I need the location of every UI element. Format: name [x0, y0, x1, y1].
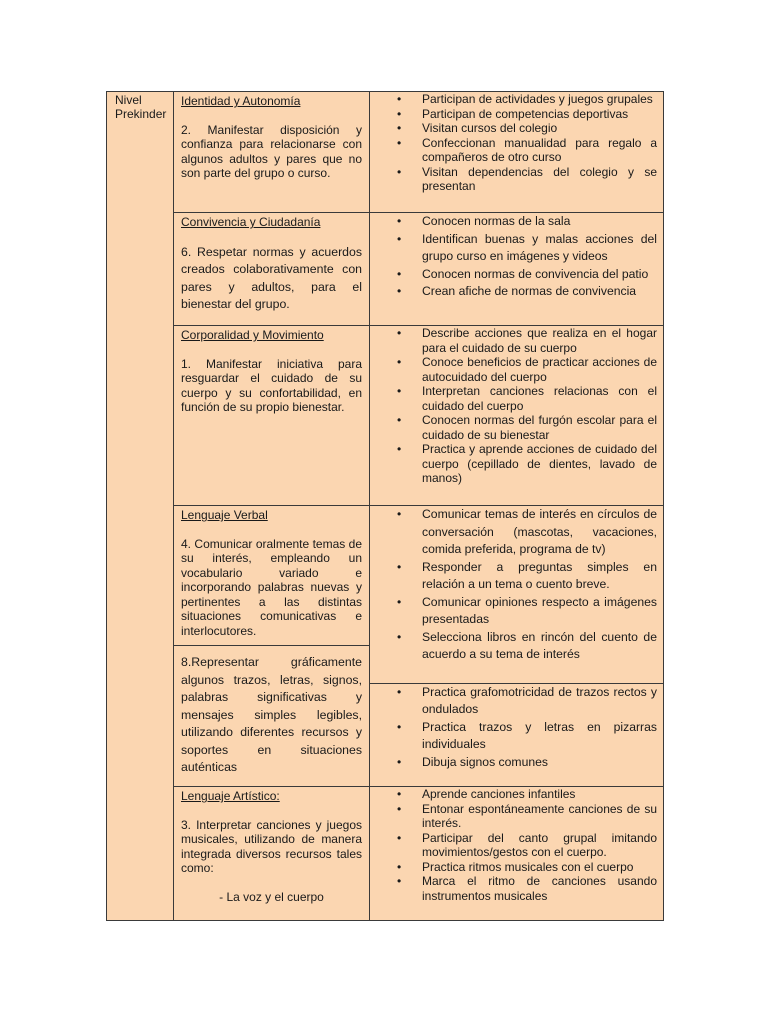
- objective-subitem: - La voz y el cuerpo: [219, 889, 324, 904]
- list-item: • Participan de competencias deportivas: [422, 107, 657, 122]
- list-item: • Comunicar opiniones respecto a imágenes presentadas: [422, 594, 657, 629]
- activities-cell: [370, 92, 664, 213]
- list-item: • Selecciona libros en rincón del cuento de acuerdo a su tema de interés: [422, 629, 657, 664]
- objective-text: 2. Manifestar disposición y confianza para relacionarse con algunos adultos y pares que no son parte del grupo o curso.: [181, 122, 362, 180]
- section-title: Identidad y Autonomía: [181, 94, 301, 108]
- planning-table: [106, 91, 664, 921]
- section-title: Corporalidad y Movimiento: [181, 328, 324, 342]
- list-item: • Crean afiche de normas de convivencia: [422, 283, 657, 301]
- list-item: • Responder a preguntas simples en relación a un tema o cuento breve.: [422, 559, 657, 594]
- list-item: • Conoce beneficios de practicar acciones de autocuidado del cuerpo: [422, 355, 657, 384]
- objective-text: 3. Interpretar canciones y juegos musicales, utilizando de manera integrada diversos recursos tales como:: [181, 817, 362, 875]
- activities-list-2: [370, 684, 663, 772]
- objective-text: 6. Respetar normas y acuerdos creados colaborativamente con pares y adultos, para el bienestar del grupo.: [181, 244, 362, 311]
- section-cell: [174, 326, 370, 506]
- activities-cell: [370, 213, 664, 326]
- list-item: • Aprende canciones infantiles: [422, 787, 657, 802]
- list-item: • Participan de actividades y juegos grupales: [422, 92, 657, 107]
- level-cell: Nivel Prekinder: [107, 92, 174, 921]
- section-cell: [174, 506, 370, 787]
- activities-cell: [370, 506, 664, 787]
- activities-cell: [370, 787, 664, 921]
- activities-list: [370, 506, 663, 664]
- table-row: [107, 326, 664, 506]
- list-item: • Describe acciones que realiza en el hogar para el cuidado de su cuerpo: [422, 326, 657, 355]
- list-item: • Practica grafomotricidad de trazos rectos y ondulados: [422, 684, 657, 719]
- section-cell: [174, 213, 370, 326]
- section-cell: [174, 92, 370, 213]
- activities-list: [370, 213, 663, 301]
- list-item: • Conocen normas de convivencia del patio: [422, 266, 657, 284]
- list-item: • Practica ritmos musicales con el cuerpo: [422, 860, 657, 875]
- section-title: Lenguaje Verbal: [181, 508, 268, 522]
- list-item: • Conocen normas del furgón escolar para el cuidado de su bienestar: [422, 413, 657, 442]
- section-title: Convivencia y Ciudadanía: [181, 215, 321, 229]
- objective-text-2: 8.Representar gráficamente algunos trazos, letras, signos, palabras significativas y mensajes simples legibles, utilizando diferentes recursos y soportes en situaciones auténticas: [181, 655, 362, 774]
- activities-list: [370, 92, 663, 194]
- objective-text: 4. Comunicar oralmente temas de su interés, empleando un vocabulario variado e incorporando palabras nuevas y pertinentes a las distintas situaciones comunicativas e interlocutores.: [181, 536, 362, 638]
- list-item: • Entonar espontáneamente canciones de su interés.: [422, 802, 657, 831]
- list-item: • Marca el ritmo de canciones usando instrumentos musicales: [422, 874, 657, 903]
- list-item: • Participar del canto grupal imitando movimientos/gestos con el cuerpo.: [422, 831, 657, 860]
- table-row: [107, 787, 664, 921]
- list-item: • Visitan dependencias del colegio y se presentan: [422, 165, 657, 194]
- list-item: • Identifican buenas y malas acciones del grupo curso en imágenes y videos: [422, 231, 657, 266]
- list-item: • Dibuja signos comunes: [422, 754, 657, 772]
- list-item: • Conocen normas de la sala: [422, 213, 657, 231]
- table-row: [107, 92, 664, 213]
- activities-list: [370, 326, 663, 486]
- table-row: [107, 213, 664, 326]
- list-item: • Practica trazos y letras en pizarras individuales: [422, 719, 657, 754]
- list-item: • Confeccionan manualidad para regalo a compañeros de otro curso: [422, 136, 657, 165]
- list-item: • Comunicar temas de interés en círculos de conversación (mascotas, vacaciones, comida preferida, programa de tv): [422, 506, 657, 559]
- section-title: Lenguaje Artístico:: [181, 789, 280, 803]
- list-item: • Visitan cursos del colegio: [422, 121, 657, 136]
- activities-list: [370, 787, 663, 903]
- list-item: • Interpretan canciones relacionas con el cuidado del cuerpo: [422, 384, 657, 413]
- activities-cell: [370, 326, 664, 506]
- table-row: [107, 506, 664, 787]
- section-cell: [174, 787, 370, 921]
- list-item: • Practica y aprende acciones de cuidado del cuerpo (cepillado de dientes, lavado de manos): [422, 442, 657, 486]
- objective-text: 1. Manifestar iniciativa para resguardar el cuidado de su cuerpo y su confortabilidad, en función de su propio bienestar.: [181, 356, 362, 414]
